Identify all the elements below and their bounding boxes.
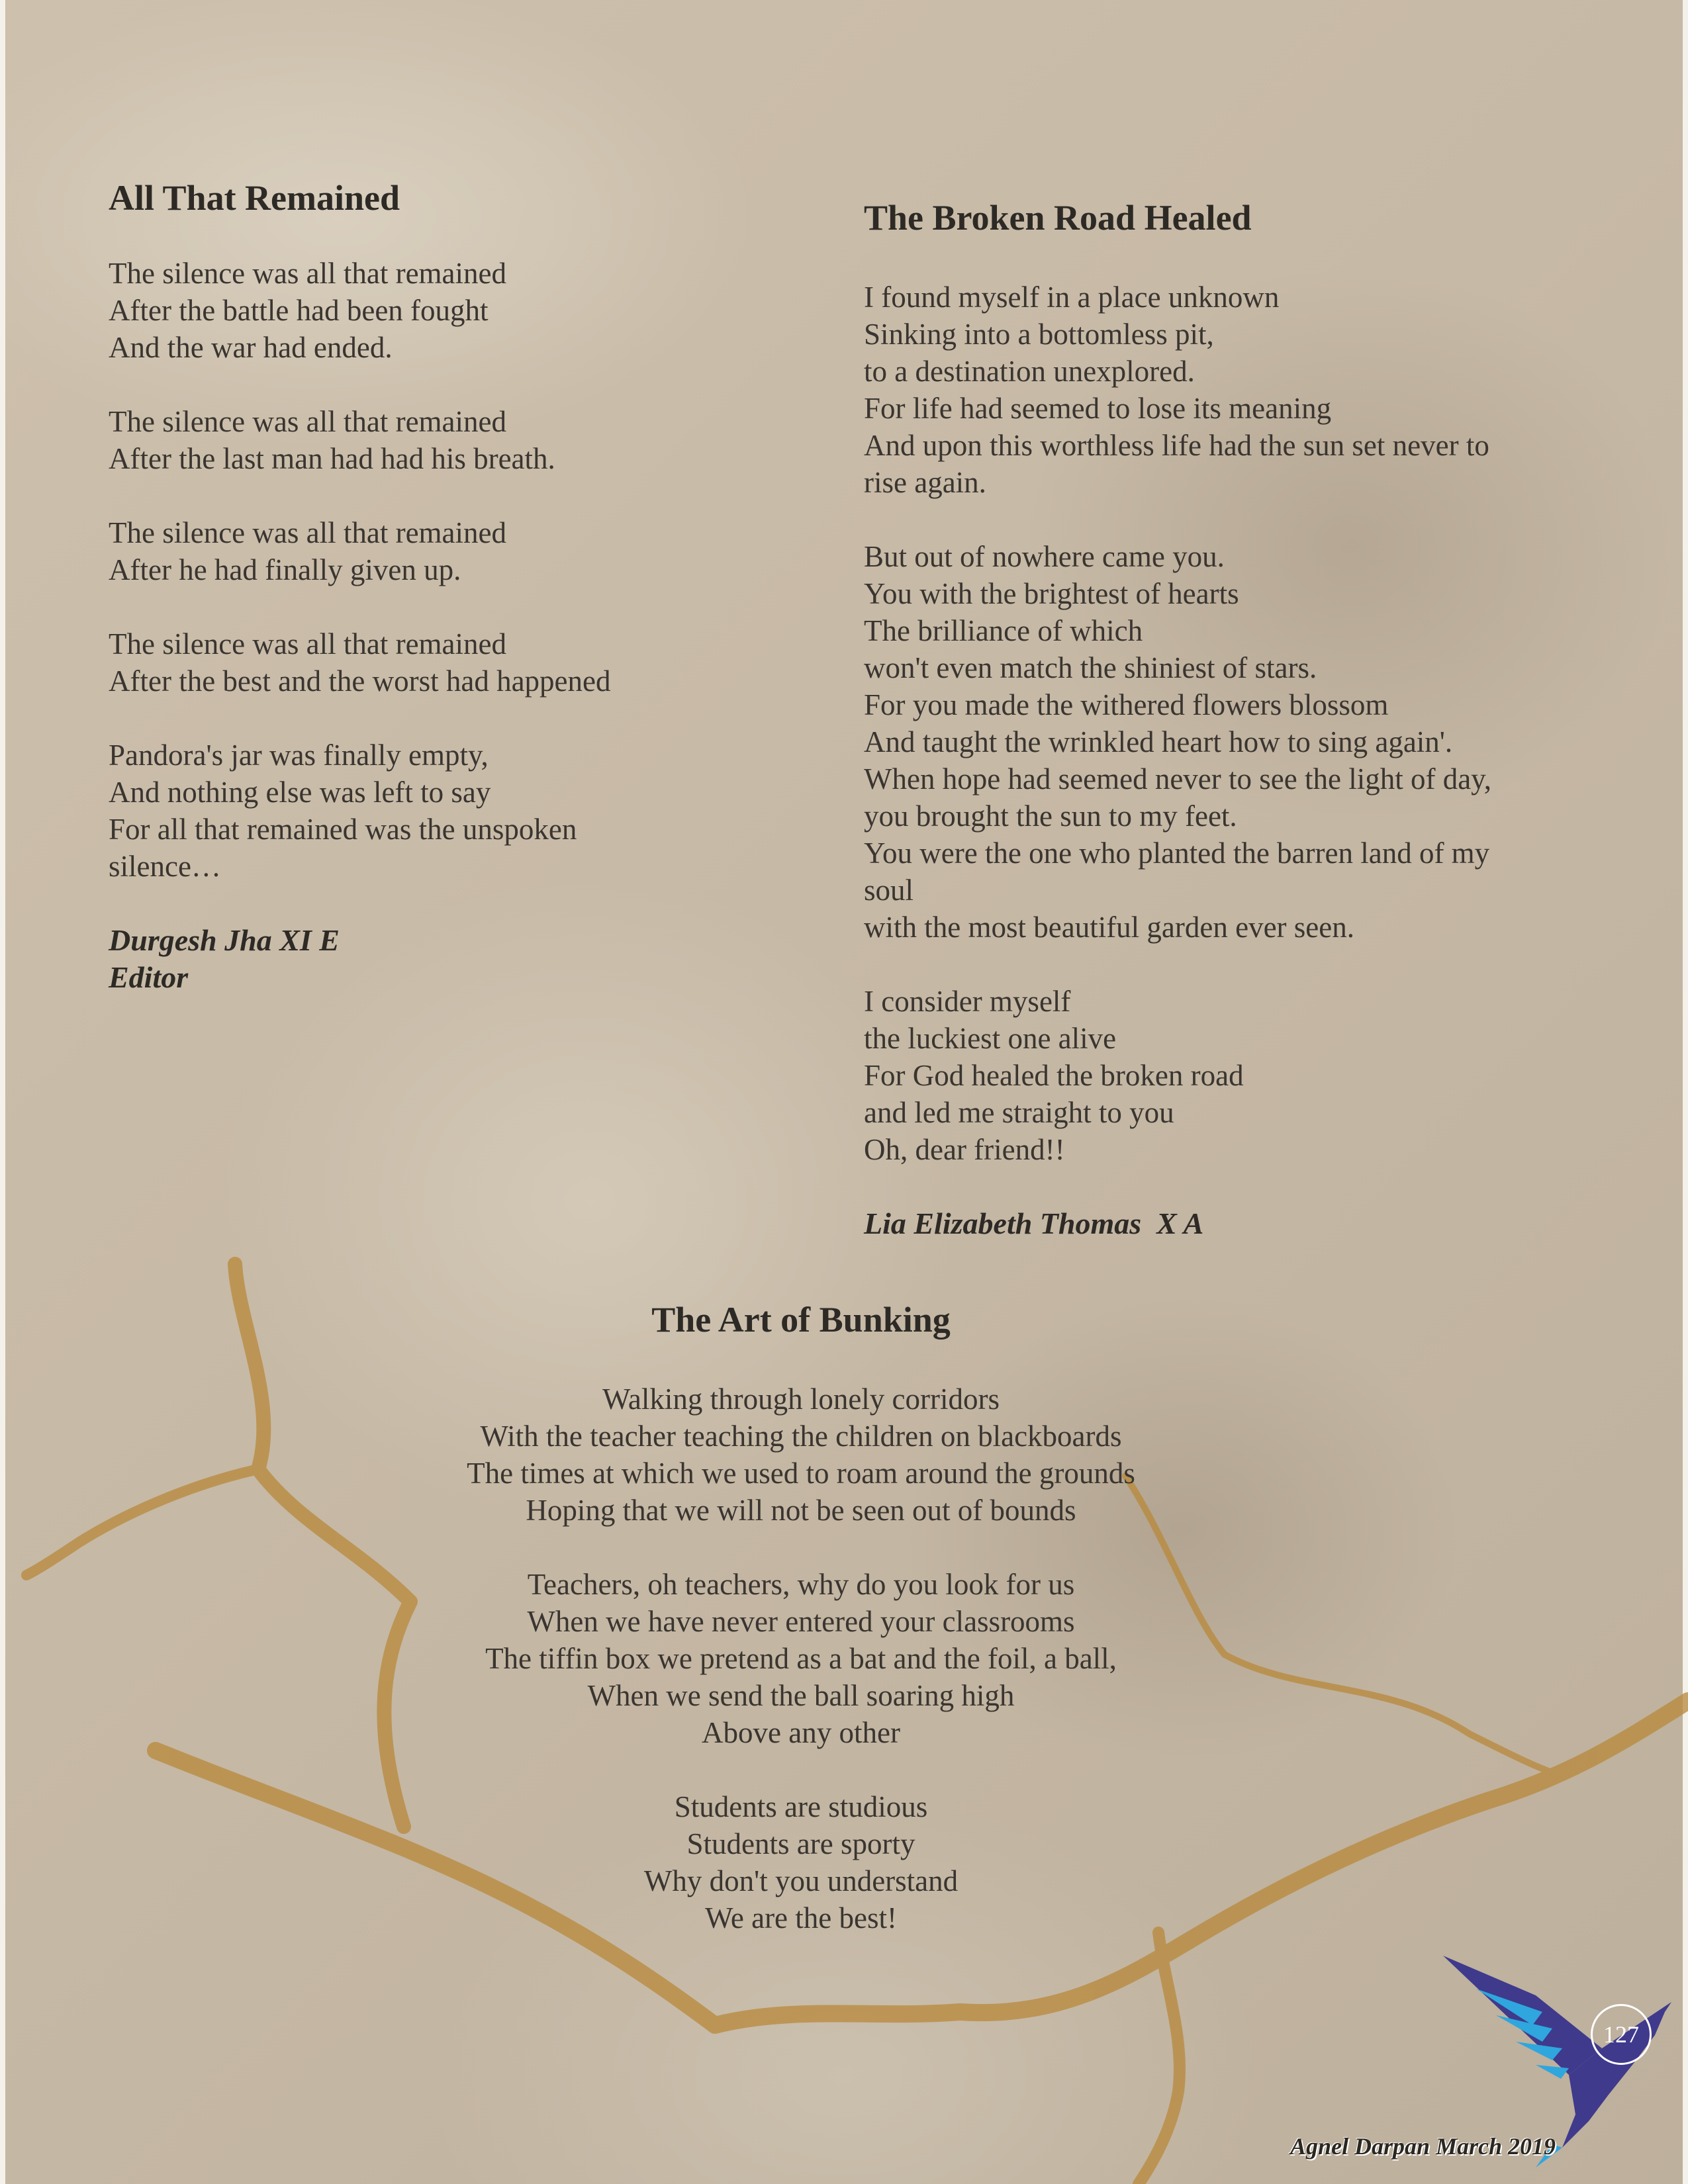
stanza — [331, 1381, 1271, 1529]
poem-all-that-remained — [109, 179, 704, 996]
poem-line: Sinking into a bottomless pit, — [864, 318, 1214, 351]
poem-line: rise again. — [864, 466, 986, 500]
poem-line: For all that remained was the unspoken — [109, 813, 577, 846]
poem-line: When we send the ball soaring high — [587, 1679, 1015, 1713]
poem-line: And nothing else was left to say — [109, 776, 491, 809]
poem-line: For God healed the broken road — [864, 1059, 1244, 1093]
poem-line: And taught the wrinkled heart how to sing again'. — [864, 725, 1453, 759]
poem-line: to a destination unexplored. — [864, 355, 1195, 388]
poem-line: won't even match the shiniest of stars. — [864, 651, 1317, 685]
poem-line: For you made the withered flowers blossom — [864, 688, 1389, 722]
stanza — [864, 279, 1592, 501]
poem-line: And upon this worthless life had the sun set never to — [864, 429, 1489, 463]
poem-line: The times at which we used to roam around the grounds — [467, 1457, 1135, 1490]
poem-line: the luckiest one alive — [864, 1022, 1117, 1056]
poem-line: Above any other — [702, 1716, 900, 1750]
poem-line: Students are studious — [674, 1790, 928, 1824]
stanza — [331, 1788, 1271, 1936]
poem-line: silence… — [109, 850, 221, 884]
stanza — [109, 403, 704, 477]
poem-line: The silence was all that remained — [109, 257, 506, 291]
poem-credit — [864, 1205, 1592, 1242]
poem-line: You with the brightest of hearts — [864, 577, 1239, 611]
poem-line: After the battle had been fought — [109, 294, 489, 328]
poem-line: Students are sporty — [686, 1827, 915, 1861]
poem-line: Hoping that we will not be seen out of bounds — [526, 1494, 1076, 1527]
poem-line: After the last man had had his breath. — [109, 442, 555, 476]
poem-line: When hope had seemed never to see the light of day, — [864, 762, 1491, 796]
poem-line: After he had finally given up. — [109, 553, 461, 587]
poem-title: The Broken Road Healed — [864, 198, 1252, 238]
poem-line: Why don't you understand — [643, 1864, 959, 1898]
poem-line: I found myself in a place unknown — [864, 281, 1280, 314]
poem-line: The tiffin box we pretend as a bat and the foil, a ball, — [485, 1642, 1117, 1676]
stanza — [864, 983, 1592, 1168]
poem-line: When we have never entered your classrooms — [527, 1605, 1075, 1639]
poem-line: soul — [864, 874, 914, 907]
stanza — [331, 1566, 1271, 1751]
poem-line: For life had seemed to lose its meaning — [864, 392, 1332, 426]
stanza — [109, 737, 704, 885]
poem-line: Teachers, oh teachers, why do you look for us — [527, 1568, 1075, 1602]
poem-line: Walking through lonely corridors — [602, 1383, 1000, 1416]
poem-art-of-bunking — [331, 1300, 1271, 1974]
author-role: Editor — [109, 960, 189, 995]
poem-line: After the best and the worst had happened — [109, 664, 611, 698]
poem-line: With the teacher teaching the children on blackboards — [480, 1420, 1122, 1453]
poem-line: with the most beautiful garden ever seen. — [864, 911, 1355, 944]
stanza — [864, 538, 1592, 946]
poem-line: The silence was all that remained — [109, 627, 506, 661]
poem-line: But out of nowhere came you. — [864, 540, 1225, 574]
poem-title: The Art of Bunking — [651, 1300, 951, 1340]
poem-broken-road-healed — [864, 199, 1592, 1242]
stanza — [109, 255, 704, 366]
poem-line: The silence was all that remained — [109, 516, 506, 550]
poem-line: and led me straight to you — [864, 1096, 1174, 1130]
poem-line: And the war had ended. — [109, 331, 393, 365]
author-name: Durgesh Jha XI E — [109, 923, 340, 958]
poem-line: The silence was all that remained — [109, 405, 506, 439]
page-number: 127 — [1591, 2004, 1652, 2065]
magazine-footer: Agnel Darpan March 2019 — [1289, 2133, 1556, 2160]
author-name: Lia Elizabeth Thomas X A — [864, 1206, 1204, 1241]
poem-line: We are the best! — [705, 1901, 897, 1935]
poem-title: All That Remained — [109, 178, 400, 218]
stanza — [109, 514, 704, 588]
poem-line: Oh, dear friend!! — [864, 1133, 1065, 1167]
poem-line: I consider myself — [864, 985, 1071, 1019]
poem-line: You were the one who planted the barren land of my — [864, 837, 1490, 870]
poem-line: you brought the sun to my feet. — [864, 799, 1237, 833]
poem-line: Pandora's jar was finally empty, — [109, 739, 489, 772]
poem-credit — [109, 922, 704, 996]
stanza — [109, 625, 704, 700]
poem-line: The brilliance of which — [864, 614, 1143, 648]
